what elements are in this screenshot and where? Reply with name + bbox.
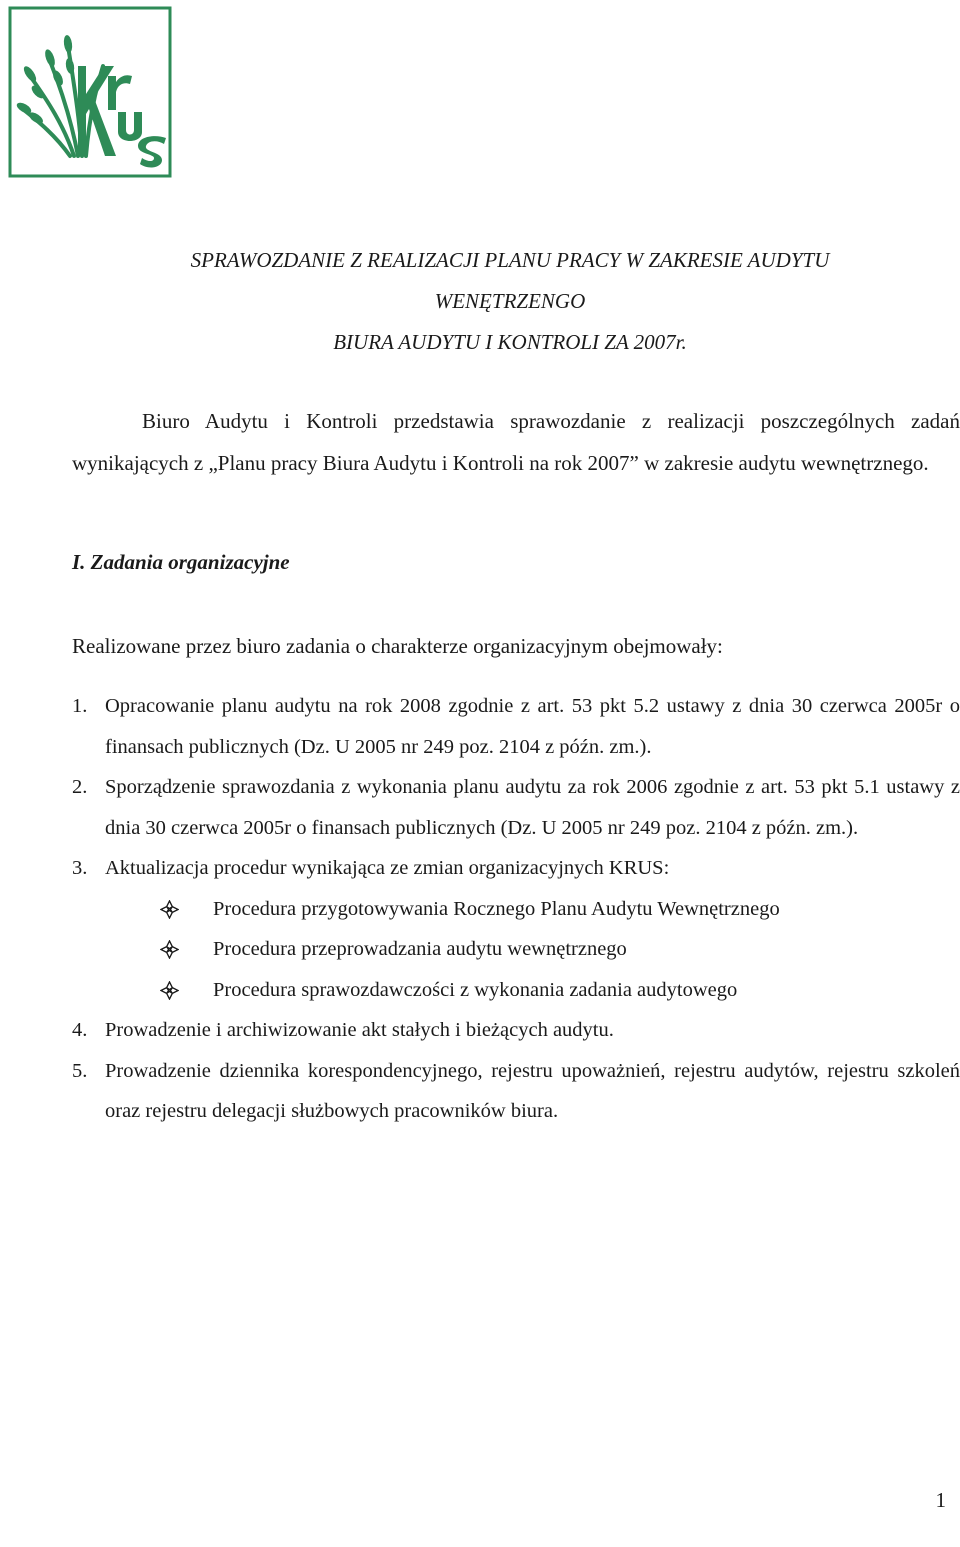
- procedure-list: [105, 889, 960, 1011]
- task-number: 4.: [72, 1019, 88, 1041]
- task-number: 5.: [72, 1059, 88, 1082]
- procedure-item: [105, 889, 960, 930]
- diamond-bullet-icon: [160, 900, 179, 919]
- page-number: 1: [935, 1488, 946, 1512]
- intro-text: Biuro Audytu i Kontroli przedstawia sprawozdanie z realizacji poszczególnych zadań wynikających z „Planu pracy Biura Audytu i Kontroli na rok 2007” w zakresie audytu wewnętrznego.: [72, 409, 960, 475]
- task-number: 1.: [72, 695, 88, 717]
- procedure-label: Procedura sprawozdawczości z wykonania zadania audytowego: [213, 978, 738, 1001]
- procedure-label: Procedura przygotowywania Rocznego Planu Audytu Wewnętrznego: [213, 897, 780, 920]
- list-item: [72, 767, 960, 848]
- list-item: [72, 1051, 960, 1132]
- task-text: Sporządzenie sprawozdania z wykonania planu audytu za rok 2006 zgodnie z art. 53 pkt 5.1 ustawy z dnia 30 czerwca 2005r o finansach publicznych (Dz. U 2005 nr 249 poz. 2104 z późn. zm.).: [105, 776, 960, 839]
- section-heading: I. Zadania organizacyjne: [72, 550, 290, 574]
- title-line-2: WENĘTRZENGO: [434, 289, 586, 313]
- task-text: Prowadzenie i archiwizowanie akt stałych i bieżących audytu.: [105, 1019, 614, 1041]
- list-item: [72, 1010, 960, 1051]
- section-lead: Realizowane przez biuro zadania o charakterze organizacyjnym obejmowały:: [72, 634, 723, 658]
- task-text: Aktualizacja procedur wynikająca ze zmian organizacyjnych KRUS:: [105, 857, 670, 879]
- task-number: 2.: [72, 776, 88, 798]
- list-item: [72, 848, 960, 1010]
- report-title: [60, 240, 960, 363]
- task-list: [72, 686, 960, 1132]
- procedure-item: [105, 929, 960, 970]
- title-line-1: SPRAWOZDANIE Z REALIZACJI PLANU PRACY W ZAKRESIE AUDYTU: [190, 248, 830, 272]
- task-text: Opracowanie planu audytu na rok 2008 zgodnie z art. 53 pkt 5.2 ustawy z dnia 30 czerwca 2005r o finansach publicznych (Dz. U 2005 nr 249 poz. 2104 z późn. zm.).: [105, 695, 960, 758]
- procedure-item: [105, 970, 960, 1011]
- title-line-3: BIURA AUDYTU I KONTROLI ZA 2007r.: [333, 330, 687, 354]
- task-text: Prowadzenie dziennika korespondencyjnego, rejestru upoważnień, rejestru audytów, rejestru szkoleń oraz rejestru delegacji służbowych pracowników biura.: [105, 1059, 960, 1122]
- task-number: 3.: [72, 857, 88, 879]
- intro-paragraph: [72, 400, 960, 484]
- list-item: [72, 686, 960, 767]
- procedure-label: Procedura przeprowadzania audytu wewnętrznego: [213, 938, 627, 960]
- diamond-bullet-icon: [160, 940, 179, 959]
- krus-logo-icon: [8, 6, 172, 178]
- krus-logo: [8, 6, 172, 178]
- diamond-bullet-icon: [160, 981, 179, 1000]
